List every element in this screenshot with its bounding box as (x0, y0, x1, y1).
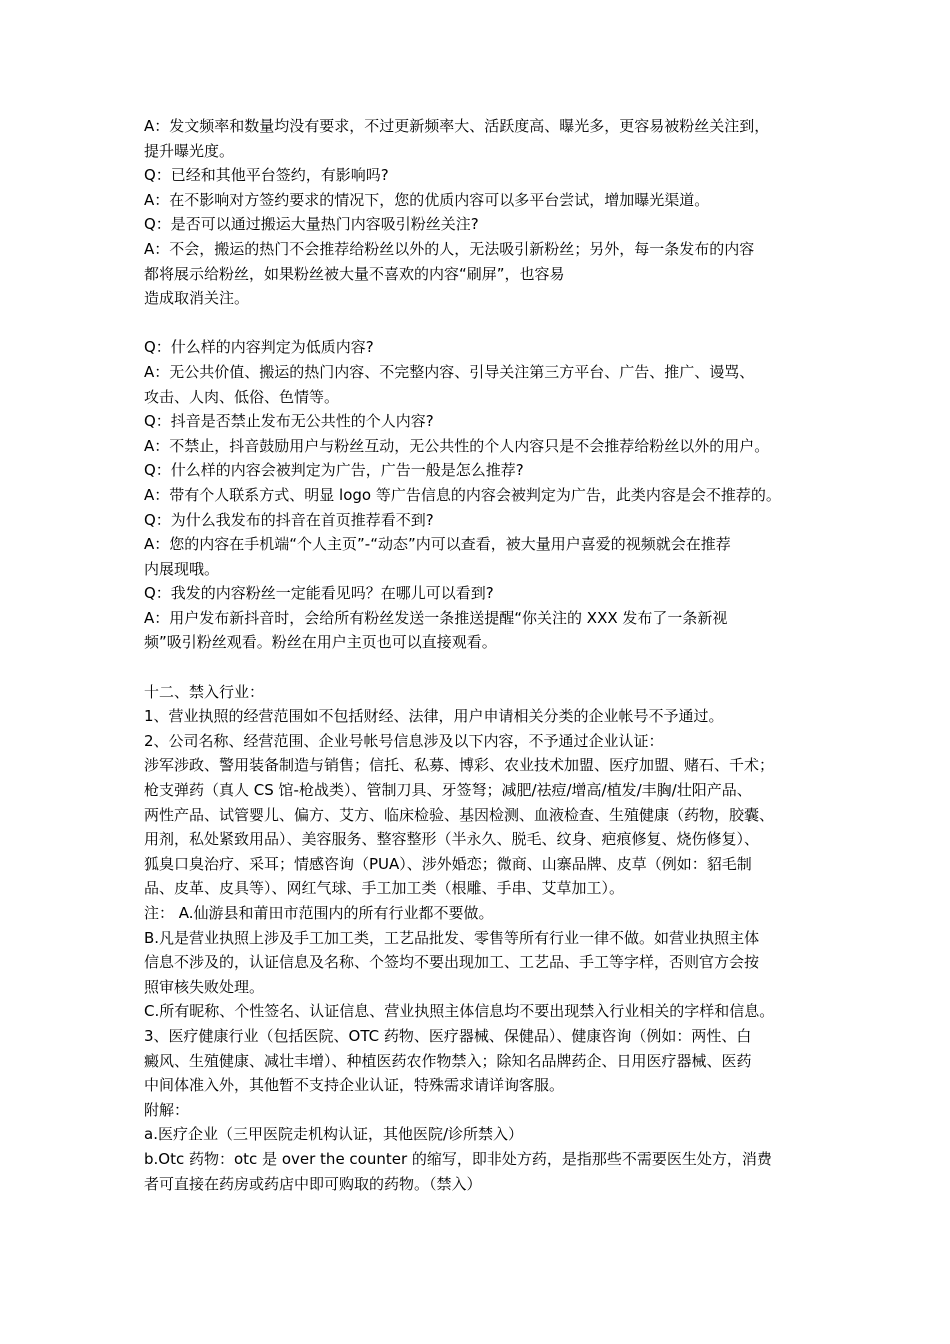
text-line: 内展现哦。 (144, 559, 220, 578)
text-line: 两性产品、试管婴儿、偏方、艾方、临床检验、基因检测、血液检查、生殖健康（药物，胶囊、 (144, 805, 775, 824)
text-line: 注： A.仙游县和莆田市范围内的所有行业都不要做。 (144, 904, 494, 922)
text-line: 者可直接在药房或药店中即可购取的药物。（禁入） (144, 1174, 482, 1193)
text-line: 用剂，私处紧致用品）、美容服务、整容整形（半永久、脱毛、纹身、疤痕修复、烧伤修复）、 (144, 830, 760, 849)
text-line: A：带有个人联系方式、明显 logo 等广告信息的内容会被判定为广告，此类内容是会不推荐的。 (144, 485, 781, 504)
text-line: 中间体准入外，其他暂不支持企业认证，特殊需求请详询客服。 (144, 1076, 565, 1095)
section-heading: 十二、禁入行业： (144, 682, 265, 701)
text-line: Q：抖音是否禁止发布无公共性的个人内容? (144, 412, 434, 431)
text-line: 狐臭口臭治疗、采耳；情感咨询（PUA）、涉外婚恋；微商、山寨品牌、皮草（例如：貂毛制 (144, 854, 752, 873)
text-line: 提升曝光度。 (144, 141, 235, 160)
text-line: 都将展示给粉丝，如果粉丝被大量不喜欢的内容“刷屏”，也容易 (144, 264, 565, 283)
blank-line (144, 655, 824, 680)
text-line: Q：已经和其他平台签约，有影响吗? (144, 166, 389, 185)
text-line: B.凡是营业执照上涉及手工加工类，工艺品批发、零售等所有行业一律不做。如营业执照主体 (144, 928, 760, 947)
text-line: 枪支弹药（真人 CS 馆-枪战类）、管制刀具、牙签弩；减肥/祛痘/增高/植发/丰胸/壮阳产品、 (144, 781, 752, 800)
text-line: 1、营业执照的经营范围如不包括财经、法律，用户申请相关分类的企业帐号不予通过。 (144, 707, 724, 726)
text-line: 品、皮革、皮具等）、网红气球、手工加工类（根雕、手串、艾草加工）。 (144, 879, 625, 898)
text-line: a.医疗企业（三甲医院走机构认证，其他医院/诊所禁入） (144, 1125, 524, 1144)
text-line: Q：为什么我发布的抖音在首页推荐看不到? (144, 510, 434, 529)
text-line: A：不禁止，抖音鼓励用户与粉丝互动，无公共性的个人内容只是不会推荐给粉丝以外的用户。 (144, 436, 770, 455)
text-line: 2、公司名称、经营范围、企业号帐号信息涉及以下内容，不予通过企业认证： (144, 731, 664, 750)
text-line: 3、医疗健康行业（包括医院、OTC 药物、医疗器械、保健品）、健康咨询（例如：两性、白 (144, 1026, 752, 1045)
text-line: A：在不影响对方签约要求的情况下，您的优质内容可以多平台尝试，增加曝光渠道。 (144, 190, 710, 209)
text-line: 癜风、生殖健康、减壮丰增）、种植医药农作物禁入；除知名品牌药企、日用医疗器械、医药 (144, 1051, 752, 1070)
text-line: 照审核失败处理。 (144, 977, 265, 996)
text-line: A：发文频率和数量均没有要求，不过更新频率大、活跃度高、曝光多，更容易被粉丝关注到， (144, 117, 770, 135)
text-line: A：无公共价值、搬运的热门内容、不完整内容、引导关注第三方平台、广告、推广、谩骂、 (144, 362, 755, 381)
text-line: Q：我发的内容粉丝一定能看见吗？在哪儿可以看到? (144, 584, 494, 603)
text-line: A：用户发布新抖音时，会给所有粉丝发送一条推送提醒“你关注的 XXX 发布了一条新视 (144, 608, 728, 627)
text-line: 涉军涉政、警用装备制造与销售；信托、私募、博彩、农业技术加盟、医疗加盟、赌石、千术； (144, 756, 775, 775)
text-line: 攻击、人肉、低俗、色情等。 (144, 387, 340, 406)
text-line: 造成取消关注。 (144, 289, 250, 308)
text-line: 信息不涉及的，认证信息及名称、个签均不要出现加工、工艺品、手工等字样，否则官方会按 (144, 953, 760, 972)
text-line: Q：是否可以通过搬运大量热门内容吸引粉丝关注? (144, 215, 479, 234)
document-page (144, 114, 824, 1196)
text-line: Q：什么样的内容判定为低质内容? (144, 338, 374, 357)
text-line: A：不会，搬运的热门不会推荐给粉丝以外的人，无法吸引新粉丝；另外，每一条发布的内容 (144, 239, 755, 258)
text-line: C.所有昵称、个性签名、认证信息、营业执照主体信息均不要出现禁入行业相关的字样和信息。 (144, 1002, 775, 1021)
text-line: 频”吸引粉丝观看。粉丝在用户主页也可以直接观看。 (144, 633, 497, 652)
text-line: 附解： (144, 1100, 190, 1119)
text-line: A：您的内容在手机端“个人主页”-“动态”内可以查看，被大量用户喜爱的视频就会在推荐 (144, 535, 731, 554)
blank-line (144, 311, 824, 336)
text-line: b.Otc 药物：otc 是 over the counter 的缩写，即非处方药，是指那些不需要医生处方，消费 (144, 1149, 772, 1168)
text-line: Q：什么样的内容会被判定为广告，广告一般是怎么推荐? (144, 461, 524, 480)
